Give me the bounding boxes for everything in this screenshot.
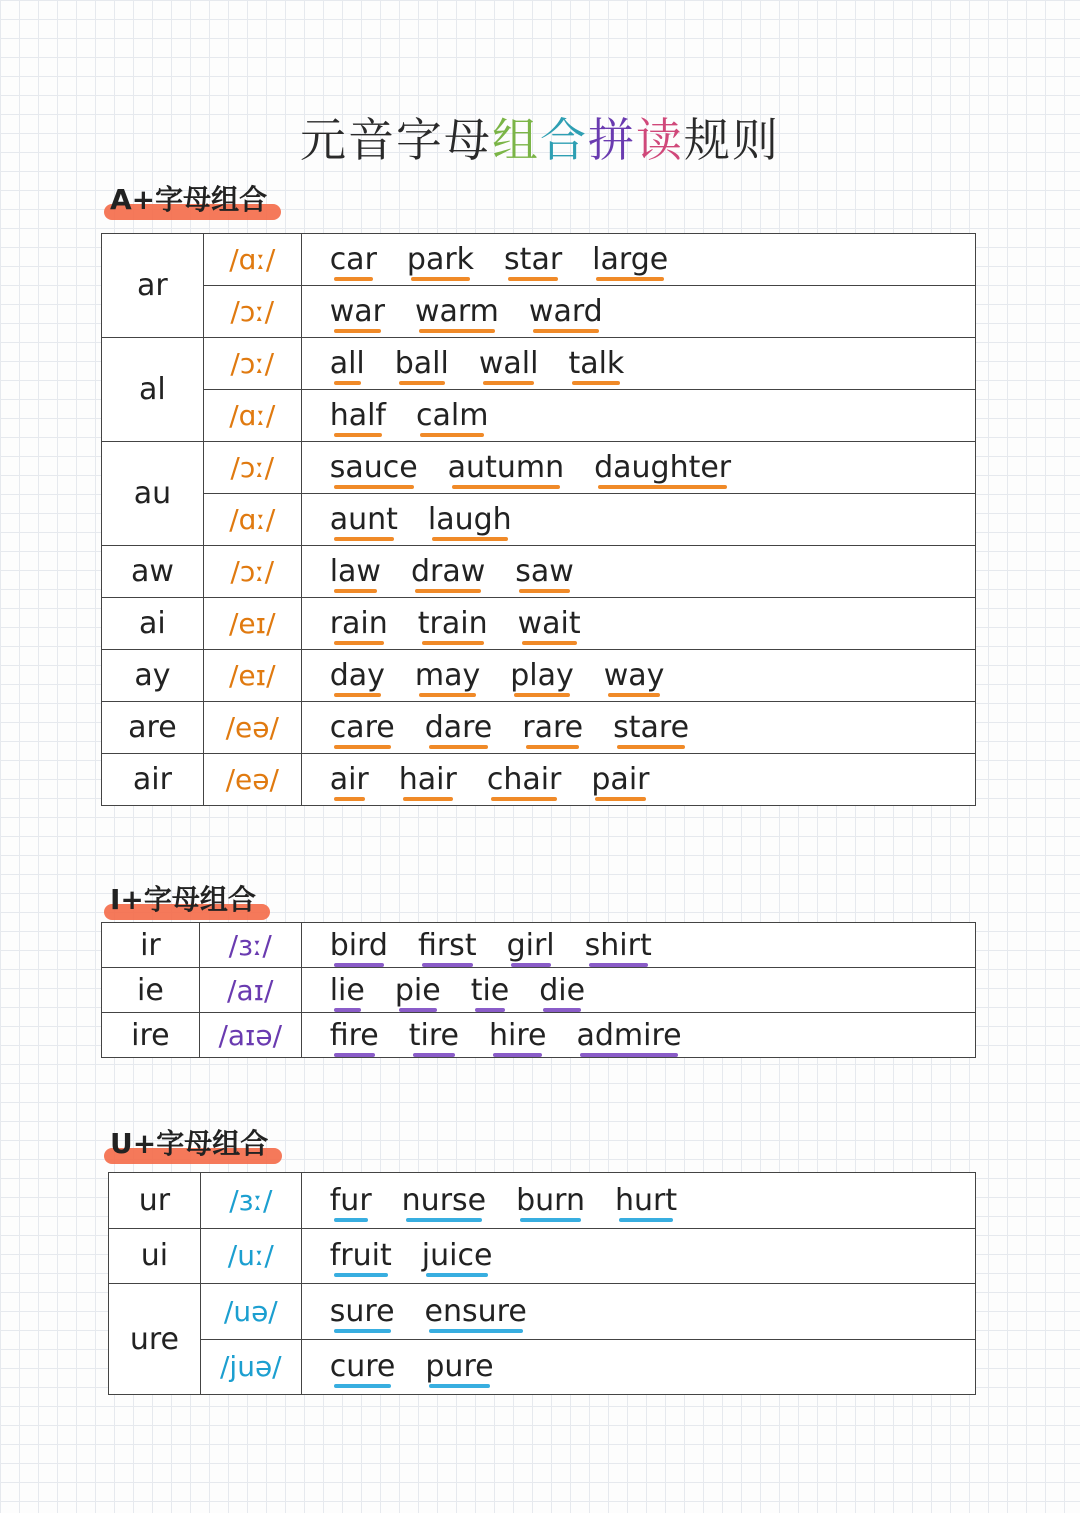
ipa-symbol: /ɑː/ <box>229 399 276 432</box>
example-word: tire <box>408 1017 459 1053</box>
ipa-cell <box>203 286 301 338</box>
ipa-cell <box>203 442 301 494</box>
combo-cell: au <box>102 442 204 546</box>
example-words-cell <box>301 1228 975 1284</box>
ipa-symbol: /ɜː/ <box>228 928 272 962</box>
example-word: calm <box>415 398 489 433</box>
combo-cell: ai <box>102 598 204 650</box>
ipa-symbol: /ɑː/ <box>229 243 276 276</box>
combo-cell: ar <box>102 234 204 338</box>
ipa-symbol: /juə/ <box>220 1350 282 1384</box>
example-word: ball <box>394 346 449 381</box>
example-word: park <box>406 242 475 277</box>
ipa-cell <box>203 546 301 598</box>
section-label-text: A+字母组合 <box>110 183 268 216</box>
example-word: pie <box>394 972 441 1008</box>
example-word: fur <box>329 1182 372 1218</box>
example-words-cell <box>301 338 975 390</box>
table-u-combinations <box>108 1172 976 1395</box>
combo-cell: al <box>102 338 204 442</box>
table-row <box>109 1284 976 1340</box>
ipa-cell <box>203 234 301 286</box>
example-word: juice <box>421 1238 493 1274</box>
example-word: autumn <box>447 450 565 485</box>
table-row <box>102 598 976 650</box>
example-word: fire <box>329 1017 379 1053</box>
example-word: day <box>329 658 385 693</box>
example-word: chair <box>486 762 562 797</box>
example-word: nurse <box>401 1182 487 1218</box>
ipa-symbol: /aɪə/ <box>218 1018 283 1052</box>
combo-cell: ire <box>102 1013 200 1058</box>
table-row <box>102 494 976 546</box>
combo-cell: ie <box>102 968 200 1013</box>
example-word: draw <box>410 554 486 589</box>
example-words-cell <box>301 968 975 1013</box>
table-row <box>102 338 976 390</box>
example-word: air <box>329 762 369 797</box>
combo-cell: ui <box>109 1228 201 1284</box>
ipa-cell <box>203 702 301 754</box>
example-word: hair <box>398 762 457 797</box>
example-word: pair <box>591 762 650 797</box>
example-word: care <box>329 710 395 745</box>
table-row <box>102 702 976 754</box>
example-words-cell <box>301 234 975 286</box>
table-row <box>102 442 976 494</box>
ipa-symbol: /eə/ <box>225 763 279 796</box>
example-word: play <box>510 658 574 693</box>
example-word: stare <box>613 710 690 745</box>
example-word: half <box>329 398 386 433</box>
example-word: ensure <box>424 1293 527 1329</box>
example-word: rare <box>522 710 584 745</box>
example-word: dare <box>424 710 493 745</box>
example-words-cell <box>301 598 975 650</box>
example-words-cell <box>301 650 975 702</box>
ipa-cell <box>203 390 301 442</box>
example-words-cell <box>301 702 975 754</box>
example-word: talk <box>568 346 625 381</box>
example-word: saw <box>515 554 574 589</box>
table-row <box>102 390 976 442</box>
example-word: warm <box>414 294 499 329</box>
example-words-cell <box>301 1013 975 1058</box>
example-word: hurt <box>615 1182 678 1218</box>
example-word: die <box>539 972 586 1008</box>
example-word: all <box>329 346 365 381</box>
table-row <box>102 286 976 338</box>
title-segment: 元音字母 <box>300 113 492 167</box>
ipa-cell <box>200 1339 301 1395</box>
example-words-cell <box>301 286 975 338</box>
example-word: first <box>417 927 477 963</box>
example-word: aunt <box>329 502 398 537</box>
example-words-cell <box>301 442 975 494</box>
ipa-cell <box>203 338 301 390</box>
example-word: sauce <box>329 450 418 485</box>
table-i-combinations <box>101 922 976 1058</box>
ipa-cell <box>199 968 301 1013</box>
example-word: train <box>417 606 488 641</box>
page-title <box>0 104 1080 170</box>
combo-cell: ir <box>102 923 200 968</box>
ipa-cell <box>200 1173 301 1229</box>
ipa-symbol: /ɑː/ <box>229 503 276 536</box>
section-label-a <box>108 178 281 218</box>
example-words-cell <box>301 494 975 546</box>
table-a-combinations <box>101 233 976 806</box>
example-words-cell <box>301 546 975 598</box>
ipa-symbol: /uː/ <box>227 1239 274 1273</box>
example-word: way <box>603 658 665 693</box>
example-word: ward <box>528 294 603 329</box>
combo-cell: ur <box>109 1173 201 1229</box>
example-word: daughter <box>594 450 732 485</box>
example-words-cell <box>301 1284 975 1340</box>
section-label-text: U+字母组合 <box>110 1127 269 1160</box>
ipa-cell <box>199 923 301 968</box>
ipa-symbol: /aɪ/ <box>227 973 274 1007</box>
combo-cell: air <box>102 754 204 806</box>
ipa-cell <box>203 754 301 806</box>
ipa-symbol: /ɔː/ <box>230 555 275 588</box>
ipa-cell <box>203 598 301 650</box>
example-word: wall <box>478 346 539 381</box>
example-word: law <box>329 554 381 589</box>
table-row <box>109 1228 976 1284</box>
table-row <box>109 1339 976 1395</box>
ipa-cell <box>200 1228 301 1284</box>
ipa-symbol: /eɪ/ <box>229 659 276 692</box>
example-word: rain <box>329 606 388 641</box>
example-word: tie <box>470 972 510 1008</box>
table-row <box>102 650 976 702</box>
table-row <box>102 1013 976 1058</box>
example-word: lie <box>329 972 365 1008</box>
example-words-cell <box>301 1173 975 1229</box>
example-word: star <box>504 242 563 277</box>
example-word: sure <box>329 1293 395 1329</box>
title-segment: 组 <box>492 113 540 167</box>
ipa-cell <box>203 494 301 546</box>
ipa-cell <box>200 1284 301 1340</box>
section-label-i <box>108 878 270 918</box>
combo-cell: ure <box>109 1284 201 1395</box>
table-row <box>102 754 976 806</box>
example-word: may <box>414 658 481 693</box>
example-word: laugh <box>427 502 512 537</box>
title-segment: 拼 <box>588 113 636 167</box>
ipa-symbol: /eə/ <box>225 711 279 744</box>
table-row <box>102 923 976 968</box>
example-word: burn <box>516 1182 586 1218</box>
example-word: war <box>329 294 385 329</box>
ipa-symbol: /ɔː/ <box>230 295 275 328</box>
ipa-symbol: /ɔː/ <box>230 347 275 380</box>
example-words-cell <box>301 923 975 968</box>
example-words-cell <box>301 390 975 442</box>
ipa-symbol: /eɪ/ <box>229 607 276 640</box>
example-word: admire <box>576 1017 682 1053</box>
example-word: pure <box>425 1349 494 1385</box>
ipa-symbol: /ɔː/ <box>230 451 275 484</box>
example-words-cell <box>301 1339 975 1395</box>
ipa-cell <box>203 650 301 702</box>
example-word: bird <box>329 927 388 963</box>
ipa-symbol: /ɜː/ <box>229 1183 273 1217</box>
example-word: cure <box>329 1349 396 1385</box>
example-word: hire <box>488 1017 547 1053</box>
example-word: shirt <box>584 927 652 963</box>
table-row <box>102 234 976 286</box>
title-segment: 规则 <box>684 113 780 167</box>
title-segment: 合 <box>540 113 588 167</box>
combo-cell: ay <box>102 650 204 702</box>
example-words-cell <box>301 754 975 806</box>
example-word: car <box>329 242 377 277</box>
ipa-cell <box>199 1013 301 1058</box>
combo-cell: are <box>102 702 204 754</box>
example-word: wait <box>517 606 581 641</box>
example-word: large <box>592 242 669 277</box>
example-word: girl <box>506 927 555 963</box>
table-row <box>102 546 976 598</box>
table-row <box>102 968 976 1013</box>
title-segment: 读 <box>636 113 684 167</box>
section-label-u <box>108 1122 282 1162</box>
table-row <box>109 1173 976 1229</box>
section-label-text: I+字母组合 <box>110 883 256 916</box>
ipa-symbol: /uə/ <box>223 1294 278 1328</box>
combo-cell: aw <box>102 546 204 598</box>
example-word: fruit <box>329 1238 392 1274</box>
